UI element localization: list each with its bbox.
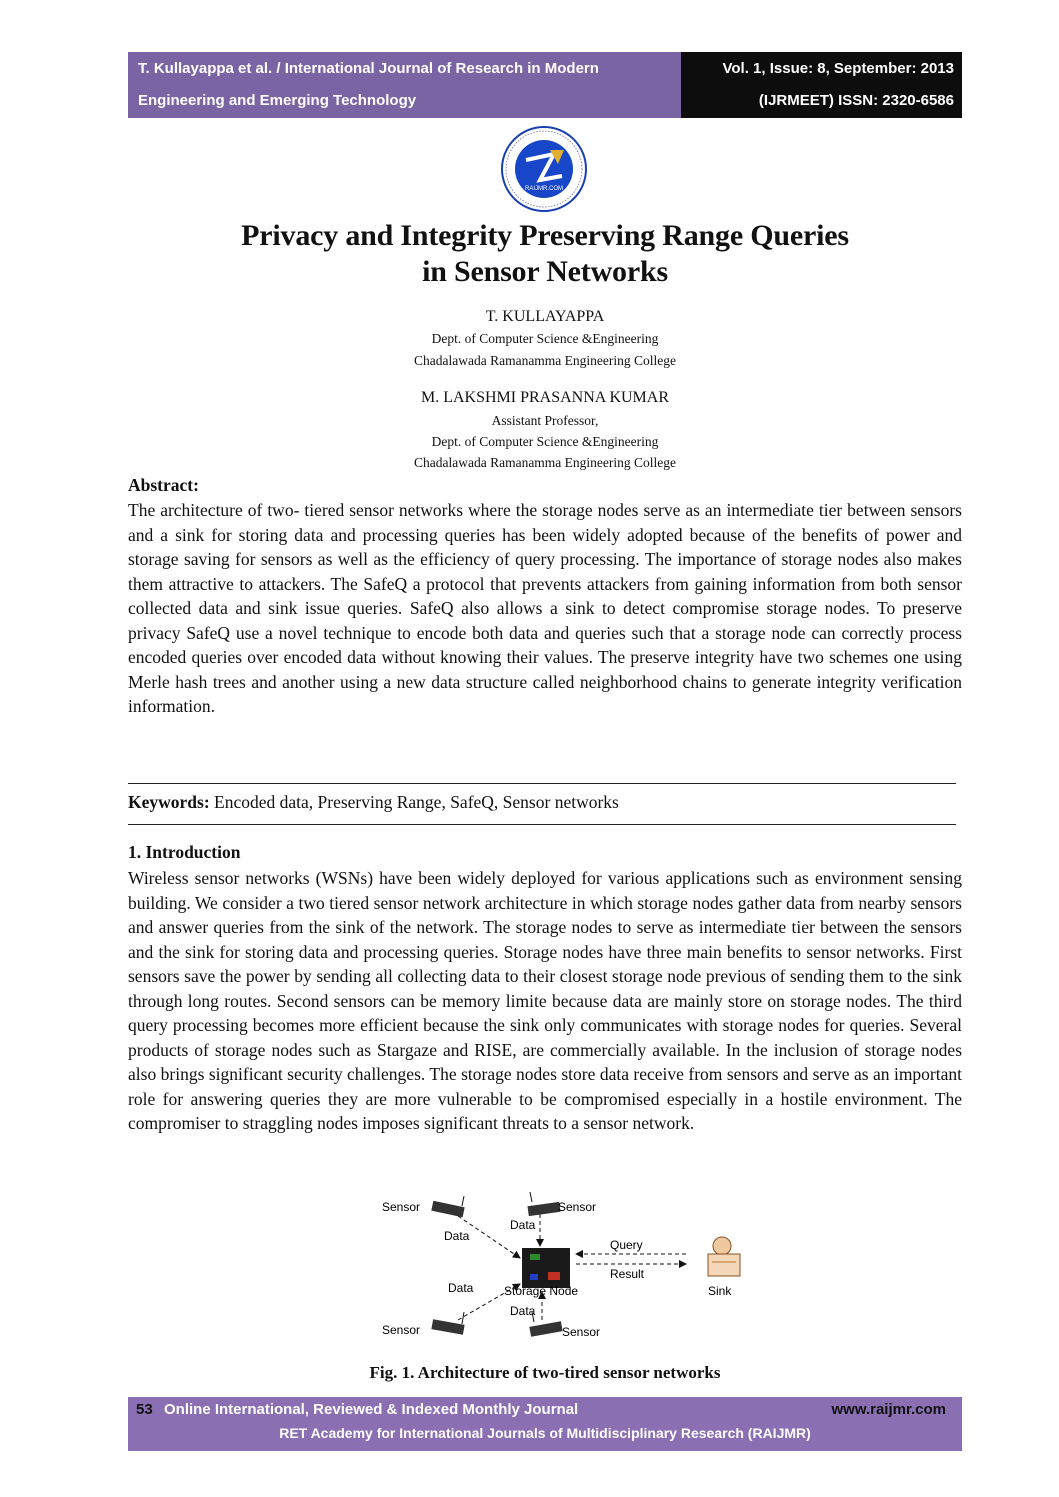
keywords-text: Encoded data, Preserving Range, SafeQ, Sensor networks	[209, 792, 619, 812]
data-label: Data	[448, 1281, 474, 1295]
divider-top	[128, 783, 956, 784]
query-label: Query	[610, 1238, 643, 1252]
journal-header	[128, 52, 962, 118]
title-line-1: Privacy and Integrity Preserving Range Queries	[241, 219, 849, 252]
keywords	[128, 792, 619, 813]
data-label: Data	[510, 1304, 536, 1318]
author-1-college: Chadalawada Ramanamma Engineering College	[413, 353, 677, 368]
journal-logo	[492, 124, 596, 214]
footer-url[interactable]: www.raijmr.com	[831, 1401, 946, 1418]
intro-text: Wireless sensor networks (WSNs) have been widely deployed for various applications such as environment sensing building. We consider a two tiered sensor network architecture in which storage nodes gather data from nearby sensors and answer queries from the sink of the network. The storage nodes to serve as intermediate tier between the sensors and the sink for storing data and processing queries. Storage nodes have three main benefits to sensor networks. First sensors save the power by sending all collecting data to their closest storage node previous of sending them to the sink through long routes. Second sensors can be memory limite because data are mainly store on storage nodes. The third query processing becomes more efficient because the sink only communicates with storage nodes for queries. Several products of storage nodes such as Stargaze and RISE, are commercially available. In the inclusion of storage nodes also brings significant security challenges. The storage nodes store data receive from sensors and serve as an important role for answering queries they are more vulnerable to be compromised especially in a hostile environment. The compromiser to straggling nodes imposes significant threats to a sensor network.	[128, 868, 962, 1133]
header-volume: Vol. 1, Issue: 8, September: 2013	[722, 60, 954, 77]
sink-icon	[708, 1237, 740, 1276]
storage-node-label: Storage Node	[504, 1284, 579, 1298]
author-2-name: M. LAKSHMI PRASANNA KUMAR	[420, 389, 670, 406]
sensor-label: Sensor	[558, 1200, 597, 1214]
footer-tagline: Online International, Reviewed & Indexed Monthly Journal	[164, 1401, 579, 1418]
paper-title	[128, 218, 962, 290]
keywords-label: Keywords:	[128, 792, 210, 812]
architecture-figure	[370, 1188, 780, 1348]
header-issn: (IJRMEET) ISSN: 2320-6586	[758, 92, 954, 109]
abstract-text: The architecture of two- tiered sensor networks where the storage nodes serve as an intermediate tier between sensors and a sink for storing data and processing queries has been widely adopted because of the benefits of power and storage saving for sensors as well as the efficiency of query processing. The importance of storage nodes also makes them attractive to attackers. The SafeQ a protocol that prevents attackers from gaining information from both sensor collected data and sink issue queries. SafeQ also allows a sink to detect compromise storage nodes. To preserve privacy SafeQ use a novel technique to encode both data and queries such that a storage node can correctly process encoded queries over encoded data without knowing their values. The preserve integrity have two schemes one using Merle hash trees and another using a new data structure called neighborhood chains to generate integrity verification information.	[128, 500, 962, 716]
sensor-label: Sensor	[382, 1323, 421, 1337]
author-2-title: Assistant Professor,	[491, 413, 599, 428]
author-2-dept: Dept. of Computer Science &Engineering	[431, 434, 659, 449]
figure-caption: Fig. 1. Architecture of two-tired sensor networks	[369, 1363, 721, 1382]
sensor-label: Sensor	[382, 1200, 421, 1214]
sensor-label: Sensor	[562, 1325, 601, 1339]
result-label: Result	[610, 1267, 645, 1281]
divider-bottom	[128, 824, 956, 825]
intro-heading: 1. Introduction	[128, 842, 241, 862]
data-label: Data	[510, 1218, 536, 1232]
header-right-band	[681, 52, 962, 118]
author-2-college: Chadalawada Ramanamma Engineering College	[413, 455, 677, 470]
page-number: 53	[136, 1401, 153, 1418]
abstract-heading: Abstract:	[128, 475, 199, 495]
header-citation: T. Kullayappa et al. / International Journal of Research in Modern	[138, 60, 599, 77]
footer-publisher: RET Academy for International Journals of Multidisciplinary Research (RAIJMR)	[279, 1425, 811, 1441]
title-line-2: in Sensor Networks	[422, 255, 668, 288]
sensor-icon	[431, 1196, 464, 1217]
header-journal-name: Engineering and Emerging Technology	[138, 92, 417, 109]
journal-footer	[128, 1397, 962, 1451]
data-label: Data	[444, 1229, 470, 1243]
sensor-icon	[431, 1312, 464, 1335]
sink-label: Sink	[708, 1284, 732, 1298]
author-1-name: T. KULLAYAPPA	[485, 308, 605, 325]
logo-text: RAIJMR.COM	[525, 186, 563, 192]
header-left-band	[128, 52, 681, 118]
author-1-dept: Dept. of Computer Science &Engineering	[431, 331, 659, 346]
sensor-icon	[527, 1192, 560, 1216]
storage-node-icon	[522, 1248, 570, 1288]
